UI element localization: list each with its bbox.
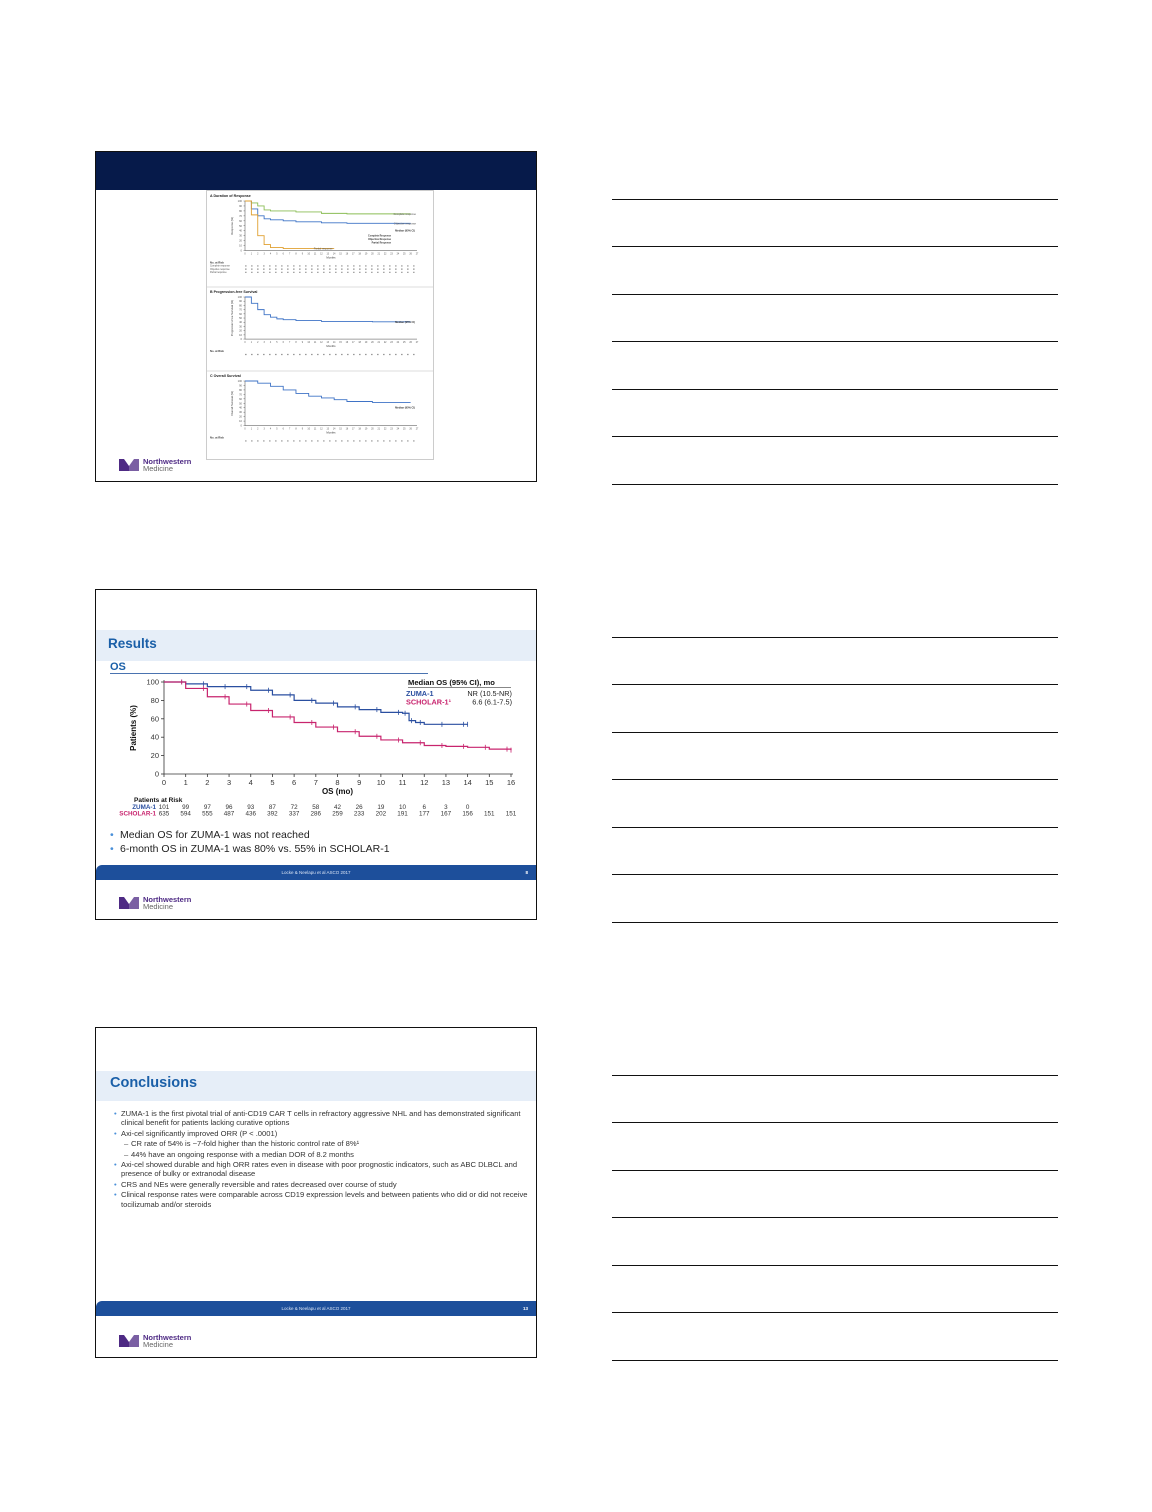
panel-y-tick-label: 60 [239, 219, 242, 223]
note-line [612, 827, 1058, 828]
panel-curve [245, 201, 411, 223]
y-tick-label: 100 [146, 677, 159, 687]
panel-x-tick-label: 4 [269, 342, 272, 345]
panel-y-label: Overall Survival (%) [230, 390, 234, 416]
risk-value: 151 [505, 810, 517, 818]
panel-x-tick-label: 25 [402, 253, 406, 256]
bullet-text: Axi-cel significantly improved ORR (P < .0001) [121, 1128, 278, 1138]
panel-x-tick-label: 23 [390, 342, 393, 345]
x-tick-label: 15 [485, 778, 494, 787]
panel-y-tick-label: 60 [239, 312, 242, 316]
panel-y-tick-label: 100 [237, 200, 242, 203]
legend-header: Median OS (95% CI), mo [408, 678, 495, 687]
bullet-marker: • [114, 1160, 117, 1170]
panel-risk-row-label: Partial response [210, 272, 227, 275]
panel-x-tick-label: 9 [301, 342, 303, 345]
panel-x-tick-label: 12 [320, 428, 323, 431]
panel-y-tick-label: 100 [237, 296, 242, 299]
panel-x-tick-label: 0 [244, 342, 246, 345]
panel-y-tick-label: 20 [239, 415, 242, 419]
risk-value: 259 [332, 810, 343, 818]
note-line [612, 484, 1058, 485]
slide-title-band [96, 152, 536, 190]
panel-x-tick-label: 2 [257, 428, 259, 431]
bullet-list [110, 828, 390, 856]
bullet-text: ZUMA-1 is the first pivotal trial of anti-CD19 CAR T cells in refractory aggressive NHL and has demonstrated significant clinical benefit for patients lacking curative options [121, 1109, 521, 1128]
panel-y-label: Progression-free Survival (%) [230, 299, 234, 337]
panel-curve-label: Objective response [393, 222, 416, 226]
panel-label: A Duration of Response [210, 194, 251, 198]
note-line [612, 1170, 1058, 1171]
x-tick-label: 9 [357, 778, 362, 787]
panel-x-label: Months [326, 255, 336, 260]
panel-y-tick-label: 50 [239, 402, 242, 406]
panel-y-tick-label: 90 [239, 300, 242, 304]
panel-x-tick-label: 11 [313, 428, 317, 431]
panel-curve [245, 297, 411, 322]
slide-title: Results [108, 636, 157, 651]
note-line [612, 684, 1058, 685]
panel-y-tick-label: 90 [239, 204, 242, 208]
risk-header: Patients at Risk [134, 797, 183, 804]
note-line [612, 922, 1058, 923]
panel-y-tick-label: 20 [239, 329, 242, 333]
panel-x-tick-label: 16 [345, 428, 349, 431]
panel-y-tick-label: 80 [239, 304, 242, 308]
series-line-scholar-1 [164, 682, 511, 750]
panel-x-tick-label: 21 [377, 253, 381, 256]
panel-x-tick-label: 4 [269, 253, 272, 256]
risk-value: 93 [247, 804, 255, 811]
note-line [612, 1217, 1058, 1218]
risk-value: 436 [245, 810, 257, 818]
risk-value: 87 [268, 804, 276, 811]
panel-x-tick-label: 23 [390, 428, 393, 431]
note-line [612, 389, 1058, 390]
panel-x-tick-label: 18 [358, 342, 361, 345]
note-line [612, 779, 1058, 780]
note-line [612, 1265, 1058, 1266]
bullet-item [114, 1180, 532, 1189]
panel-x-tick-label: 12 [320, 253, 323, 256]
panel-y-tick-label: 10 [239, 420, 242, 424]
panel-risk-label: No. at Risk [210, 436, 224, 440]
slide-title: Conclusions [110, 1075, 198, 1091]
panel-x-tick-label: 7 [288, 253, 291, 256]
panel-y-tick-label: 80 [239, 388, 242, 392]
panel-x-tick-label: 1 [250, 253, 253, 256]
footer-band [96, 865, 536, 880]
panel-y-tick-label: 0 [240, 424, 242, 428]
bullet-item [114, 1129, 532, 1138]
panel-x-tick-label: 20 [371, 253, 374, 256]
panel-y-tick-label: 20 [239, 239, 242, 243]
panel-x-tick-label: 11 [313, 342, 317, 345]
note-line [612, 1122, 1058, 1123]
x-tick-label: 8 [335, 778, 340, 787]
panel-x-tick-label: 12 [320, 342, 323, 345]
panel-x-tick-label: 15 [339, 253, 342, 256]
panel-median-row: Partial Response [371, 241, 391, 245]
panel-y-tick-label: 70 [239, 308, 242, 312]
title-band [96, 630, 536, 661]
panel-x-tick-label: 14 [332, 428, 336, 431]
panel-x-tick-label: 14 [332, 342, 336, 345]
risk-value: 156 [462, 810, 473, 818]
risk-value: 202 [375, 810, 387, 818]
panel-label: B Progression-free Survival [210, 290, 258, 294]
sub-bullet-item [114, 1150, 532, 1159]
panel-x-tick-label: 0 [244, 253, 246, 256]
panel-x-tick-label: 2 [257, 342, 259, 345]
footer-citation: Locke & Neelapu et al ASCO 2017 [281, 1306, 351, 1311]
panel-x-tick-label: 26 [409, 253, 412, 256]
legend-series-name: SCHOLAR-1¹ [406, 697, 451, 707]
note-line [612, 1312, 1058, 1313]
panel-x-tick-label: 13 [326, 342, 330, 345]
panel-x-tick-label: 8 [295, 253, 297, 256]
panel-x-tick-label: 3 [263, 253, 265, 256]
panel-x-tick-label: 23 [390, 253, 393, 256]
risk-value: 392 [267, 810, 278, 818]
risk-value: 167 [440, 810, 452, 818]
panel-x-tick-label: 3 [263, 342, 265, 345]
bullet-text: Clinical response rates were comparable across CD19 expression levels and between patients who did or did not receive tocilizumab and/or steroids [121, 1190, 528, 1209]
panel-curve [245, 381, 411, 402]
panel-x-tick-label: 6 [282, 428, 284, 431]
panel-x-tick-label: 6 [282, 253, 284, 256]
bullet-marker: – [124, 1149, 129, 1159]
panel-x-tick-label: 26 [409, 342, 412, 345]
panel-x-tick-label: 7 [288, 342, 291, 345]
y-tick-label: 0 [154, 769, 159, 779]
panel-x-tick-label: 21 [377, 428, 381, 431]
panel-y-tick-label: 10 [239, 244, 242, 248]
panel-y-tick-label: 10 [239, 333, 242, 337]
legend-series-name: ZUMA-1 [406, 689, 434, 698]
panel-x-tick-label: 8 [295, 342, 297, 345]
risk-value: 99 [182, 804, 190, 811]
y-axis-label: Patients (%) [129, 705, 138, 751]
panel-y-label: Response (%) [230, 216, 234, 235]
x-tick-label: 10 [376, 778, 386, 787]
panel-x-tick-label: 16 [345, 342, 349, 345]
note-line [612, 637, 1058, 638]
x-tick-label: 4 [248, 778, 253, 787]
legend-median-value: 6.6 (6.1-7.5) [472, 697, 512, 707]
panel-x-tick-label: 24 [396, 342, 400, 345]
note-line [612, 294, 1058, 295]
km-figure-panels [206, 190, 434, 460]
conclusions-list [114, 1109, 532, 1210]
panel-x-tick-label: 24 [396, 253, 400, 256]
panel-x-tick-label: 7 [288, 428, 291, 431]
panel-x-tick-label: 1 [250, 428, 253, 431]
note-line [612, 436, 1058, 437]
note-line [612, 341, 1058, 342]
risk-value: 594 [180, 810, 191, 818]
x-tick-label: 13 [441, 778, 451, 787]
bullet-marker: • [114, 1179, 117, 1189]
panel-x-tick-label: 27 [415, 253, 419, 256]
panel-x-tick-label: 10 [307, 342, 310, 345]
bullet-item: • Median OS for ZUMA-1 was not reached [110, 829, 310, 841]
panel-x-tick-label: 17 [352, 428, 355, 431]
panel-y-tick-label: 60 [239, 397, 242, 401]
slide-number: 13 [522, 1306, 528, 1311]
panel-x-tick-label: 4 [269, 428, 272, 431]
panel-x-tick-label: 24 [396, 428, 400, 431]
panel-median-row: Complete Response [368, 234, 391, 238]
x-tick-label: 2 [205, 778, 210, 787]
bullet-marker: • [114, 1128, 117, 1138]
risk-value: 487 [223, 810, 235, 818]
panel-x-tick-label: 13 [326, 428, 330, 431]
panel-x-tick-label: 20 [371, 428, 374, 431]
panel-x-tick-label: 9 [301, 253, 303, 256]
risk-value: 286 [310, 810, 322, 818]
panel-x-tick-label: 11 [313, 253, 317, 256]
panel-x-tick-label: 19 [364, 428, 368, 431]
x-tick-label: 5 [270, 778, 275, 787]
note-line [612, 1075, 1058, 1076]
note-line [612, 732, 1058, 733]
panel-x-tick-label: 5 [276, 342, 278, 345]
nm-logo-icon [118, 1334, 140, 1348]
panel-y-tick-label: 50 [239, 224, 242, 228]
risk-value: 233 [353, 810, 365, 818]
footer-band [96, 1301, 536, 1316]
panel-x-tick-label: 5 [276, 428, 278, 431]
legend-median-value: NR (10.5-NR) [467, 689, 512, 698]
nm-logo-icon [118, 896, 140, 910]
panel-risk-row-label: Objective response [210, 268, 230, 271]
panel-y-tick-label: 40 [239, 406, 242, 410]
os-km-chart [106, 672, 526, 822]
risk-value: 19 [377, 804, 385, 811]
panel-x-tick-label: 0 [244, 428, 246, 431]
panel-x-tick-label: 2 [257, 253, 259, 256]
bullet-item [114, 1160, 532, 1178]
note-line [612, 246, 1058, 247]
panel-x-tick-label: 15 [339, 342, 342, 345]
panel-curve-label: Partial response [313, 247, 333, 251]
panel-x-tick-label: 15 [339, 428, 342, 431]
risk-row-label: SCHOLAR-1 [119, 810, 156, 818]
risk-row-label: ZUMA-1 [132, 804, 156, 811]
risk-value: 96 [225, 804, 233, 811]
panel-x-label: Months [326, 344, 336, 349]
panel-y-tick-label: 30 [239, 234, 242, 238]
panel-label: C Overall Survival [210, 374, 241, 378]
northwestern-medicine-logo: Northwestern Medicine [118, 1333, 191, 1349]
panel-x-tick-label: 17 [352, 342, 355, 345]
bullet-marker: – [124, 1139, 129, 1149]
x-tick-label: 14 [463, 778, 472, 787]
slide-1-thumbnail [95, 151, 537, 482]
panel-median-row: Objective Response [368, 237, 391, 241]
y-tick-label: 40 [150, 732, 159, 742]
panel-x-tick-label: 19 [364, 342, 368, 345]
risk-value: 72 [290, 804, 298, 811]
bullet-item [114, 1109, 532, 1127]
x-tick-label: 1 [183, 778, 188, 787]
panel-x-tick-label: 6 [282, 342, 284, 345]
x-axis-label: OS (mo) [321, 787, 354, 796]
slide-2-thumbnail [95, 589, 537, 920]
panel-x-tick-label: 20 [371, 342, 374, 345]
x-tick-label: 11 [398, 778, 407, 787]
panel-x-tick-label: 8 [295, 428, 297, 431]
panel-x-tick-label: 9 [301, 428, 303, 431]
risk-value: 0 [465, 804, 470, 811]
panel-y-tick-label: 70 [239, 393, 242, 397]
panel-median-header: Median (95% CI) [395, 321, 415, 325]
panel-x-tick-label: 27 [415, 342, 419, 345]
panel-y-tick-label: 0 [240, 338, 242, 342]
panel-y-tick-label: 100 [237, 380, 242, 383]
panel-y-tick-label: 30 [239, 325, 242, 329]
panel-x-tick-label: 25 [402, 342, 406, 345]
panel-median-header: Median (95% CI) [395, 229, 415, 233]
note-line [612, 874, 1058, 875]
northwestern-medicine-logo: Northwestern Medicine [118, 457, 191, 473]
bullet-marker: • [114, 1109, 117, 1118]
panel-y-tick-label: 70 [239, 214, 242, 218]
slide-subtitle: OS [110, 661, 126, 673]
bullet-text: 44% have an ongoing response with a median DOR of 8.2 months [131, 1149, 354, 1159]
x-tick-label: 12 [420, 778, 429, 787]
footer-citation: Locke & Neelapu et al ASCO 2017 [281, 870, 351, 875]
y-tick-label: 60 [150, 714, 159, 724]
panel-x-tick-label: 18 [358, 428, 361, 431]
panel-x-tick-label: 10 [307, 428, 310, 431]
nm-logo-icon [118, 458, 140, 472]
bullet-item [114, 1190, 532, 1208]
sub-bullet-item [114, 1139, 532, 1148]
bullet-marker: • [114, 1190, 117, 1200]
risk-value: 58 [312, 804, 320, 811]
panel-x-tick-label: 10 [307, 253, 310, 256]
panel-y-tick-label: 40 [239, 321, 242, 325]
panel-x-tick-label: 5 [276, 253, 278, 256]
risk-value: 191 [397, 810, 408, 818]
bullet-text: Axi-cel showed durable and high ORR rates even in disease with poor prognostic indicators, such as ABC DLBCL and presence of bulky or extranodal disease [121, 1160, 518, 1179]
panel-y-tick-label: 40 [239, 229, 242, 233]
panel-y-tick-label: 0 [240, 249, 242, 253]
y-tick-label: 80 [150, 695, 159, 705]
panel-x-tick-label: 19 [364, 253, 368, 256]
panel-y-tick-label: 80 [239, 209, 242, 213]
slide-number: 8 [525, 870, 528, 875]
panel-x-tick-label: 22 [383, 253, 387, 256]
risk-value: 10 [399, 804, 407, 811]
panel-y-tick-label: 30 [239, 411, 242, 415]
risk-value: 177 [418, 810, 430, 818]
x-tick-label: 0 [161, 778, 167, 787]
panel-y-tick-label: 50 [239, 317, 242, 321]
x-tick-label: 6 [292, 778, 297, 787]
panel-x-tick-label: 18 [358, 253, 361, 256]
risk-value: 635 [158, 810, 170, 818]
panel-x-tick-label: 1 [250, 342, 253, 345]
panel-risk-row-label: Complete response [210, 265, 230, 268]
risk-value: 337 [288, 810, 300, 818]
panel-x-tick-label: 22 [383, 428, 387, 431]
panel-x-tick-label: 13 [326, 253, 330, 256]
northwestern-medicine-logo: Northwestern Medicine [118, 895, 191, 911]
panel-curve-label: Complete response [393, 212, 416, 216]
panel-x-tick-label: 16 [345, 253, 349, 256]
panel-x-tick-label: 17 [352, 253, 355, 256]
risk-value: 151 [484, 810, 495, 818]
x-tick-label: 7 [313, 778, 318, 787]
x-tick-label: 16 [506, 778, 516, 787]
panel-x-tick-label: 25 [402, 428, 406, 431]
note-line [612, 199, 1058, 200]
bullet-item: • 6-month OS in ZUMA-1 was 80% vs. 55% in SCHOLAR-1 [110, 843, 390, 855]
risk-value: 97 [203, 804, 211, 811]
risk-value: 3 [444, 804, 448, 811]
y-tick-label: 20 [150, 751, 159, 761]
panel-x-tick-label: 3 [263, 428, 265, 431]
risk-value: 101 [158, 804, 170, 811]
x-tick-label: 3 [226, 778, 232, 787]
panel-x-tick-label: 26 [409, 428, 412, 431]
panel-x-tick-label: 14 [332, 253, 336, 256]
note-line [612, 1360, 1058, 1361]
km-figure-svg [207, 191, 433, 459]
bullet-text: CRS and NEs were generally reversible and rates decreased over course of study [121, 1179, 397, 1189]
bullet-text: CR rate of 54% is ~7-fold higher than the historic control rate of 8%¹ [131, 1139, 360, 1149]
panel-curve [245, 201, 411, 214]
panel-x-label: Months [326, 430, 336, 435]
panel-risk-label: No. at Risk [210, 350, 224, 354]
risk-value: 42 [333, 804, 342, 811]
panel-y-tick-label: 90 [239, 384, 242, 388]
panel-median-header: Median (95% CI) [395, 406, 415, 410]
panel-x-tick-label: 27 [415, 428, 419, 431]
panel-x-tick-label: 21 [377, 342, 381, 345]
panel-curve [245, 201, 334, 249]
risk-value: 555 [202, 810, 213, 818]
panel-risk-label: No. at Risk [210, 261, 224, 265]
risk-value: 26 [355, 804, 363, 811]
risk-value: 6 [422, 804, 427, 811]
panel-x-tick-label: 22 [383, 342, 387, 345]
slide-3-thumbnail [95, 1027, 537, 1358]
